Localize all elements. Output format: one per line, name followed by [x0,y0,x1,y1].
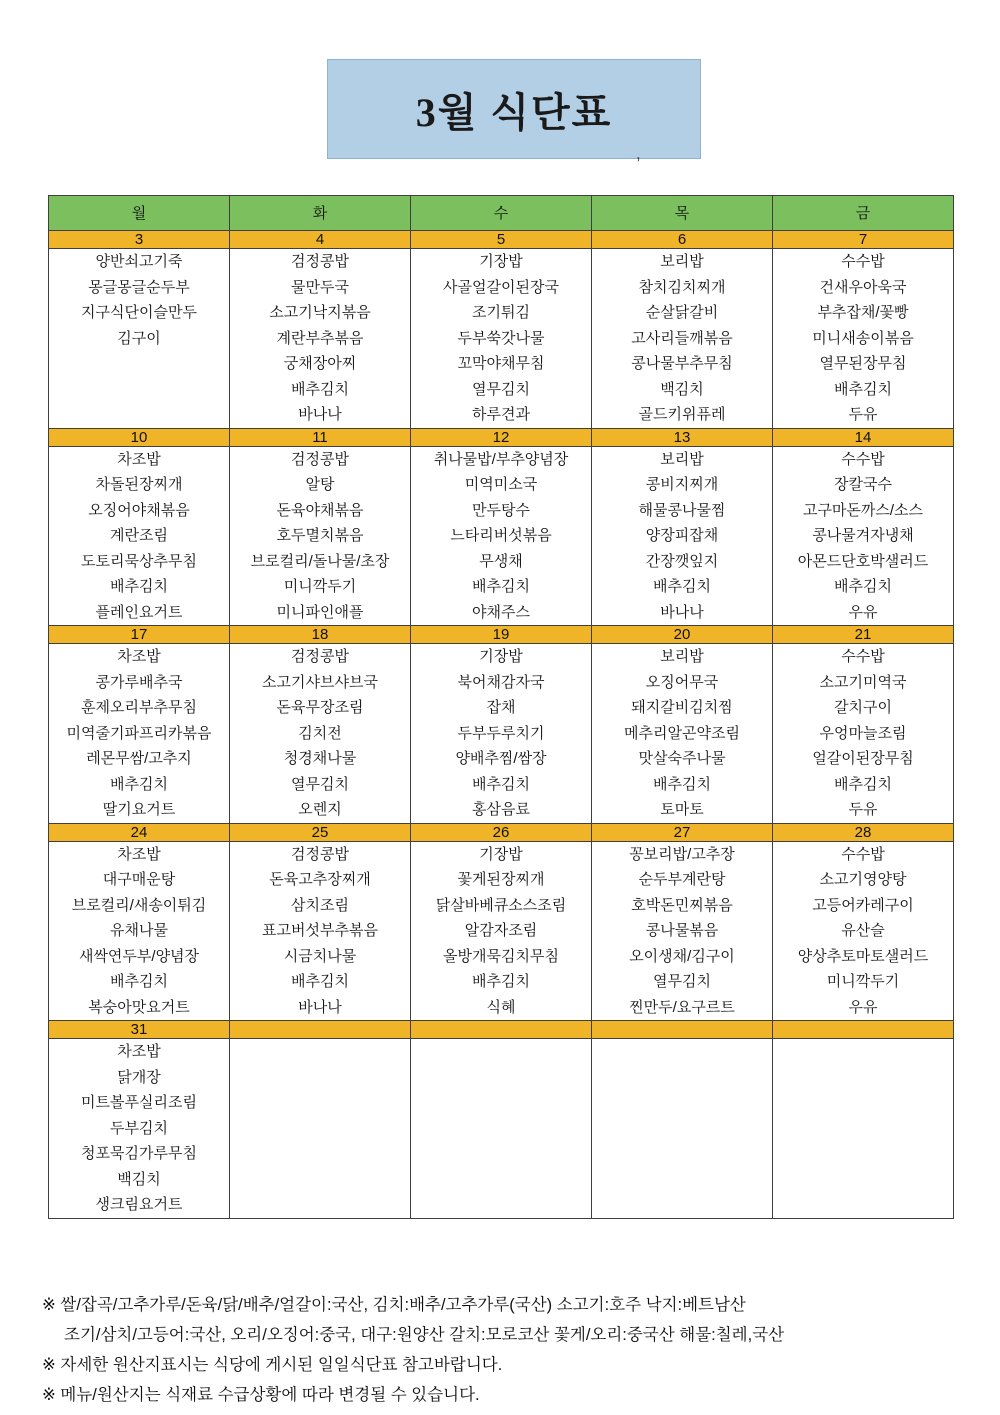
menu-cell [592,841,773,1021]
menu-item: 우유 [848,998,878,1016]
menu-item: 배추김치 [834,578,892,595]
menu-cell [230,841,411,1021]
menu-item: 소고기미역국 [819,673,907,691]
menu-item: 검정콩밥 [291,450,349,468]
date-cell-19: 19 [411,626,592,644]
menu-item: 수수밥 [841,648,885,665]
menu-item: 양배추찜/쌈장 [455,750,547,767]
table-header-row [49,196,954,231]
menu-item: 장칼국수 [834,476,892,493]
menu-item: 훈제오리부추무침 [81,699,197,716]
date-cell-10: 10 [49,428,230,446]
menu-item: 김치전 [298,724,342,742]
menu-item: 브로컬리/돌나물/초장 [250,552,390,570]
menu-item: 식혜 [486,998,516,1016]
menu-item: 배추김치 [653,775,711,793]
menu-row [49,1039,954,1219]
menu-item: 순살닭갈비 [645,304,719,321]
menu-item: 우엉마늘조림 [819,724,907,742]
menu-cell [773,644,954,824]
menu-item: 궁채장아찌 [283,355,357,372]
menu-item: 시금치나물 [283,947,357,965]
menu-cell [230,446,411,626]
menu-item: 차조밥 [117,845,161,863]
menu-item: 바나나 [660,603,704,621]
menu-item: 꼬막야채무침 [457,355,545,372]
menu-item: 배추김치 [110,578,168,595]
menu-item: 오이생채/김구이 [629,947,735,965]
menu-row [49,841,954,1021]
footnote-3: ※ 자세한 원산지표시는 식당에 게시된 일일식단표 참고바랍니다. [42,1356,503,1374]
date-cell-empty [773,1021,954,1039]
menu-item: 꽃게된장찌개 [457,871,545,888]
menu-item: 소고기샤브샤브국 [262,673,378,691]
date-cell-empty [411,1021,592,1039]
menu-item: 두유 [848,406,878,423]
date-cell-3: 3 [49,231,230,249]
menu-item: 두부김치 [110,1119,168,1137]
menu-item: 차조밥 [117,648,161,665]
menu-row [49,249,954,429]
menu-item: 보리밥 [660,648,704,665]
menu-item: 사골얼갈이된장국 [443,278,559,296]
menu-cell [592,249,773,429]
menu-item: 골드키위퓨레 [638,406,726,423]
menu-item: 돼지갈비김치찜 [631,699,733,716]
menu-item: 수수밥 [841,845,885,863]
menu-item: 양반쇠고기죽 [95,253,183,270]
menu-item: 배추김치 [110,775,168,793]
menu-item: 돈육야채볶음 [276,501,364,519]
monthly-menu-table [48,195,954,1219]
menu-item: 배추김치 [472,578,530,595]
footnote-2: 조기/삼치/고등어:국산, 오리/오징어:중국, 대구:원양산 갈치:모로코산 꽃게/오리:중국산 해물:칠레,국산 [64,1326,785,1344]
menu-item: 찐만두/요구르트 [629,998,735,1016]
menu-item: 메추리알곤약조림 [624,724,740,742]
menu-item: 두부두루치기 [457,724,545,742]
menu-cell-empty [230,1039,411,1219]
menu-row [49,446,954,626]
menu-cell [773,841,954,1021]
menu-cell [49,644,230,824]
menu-item: 바나나 [298,998,342,1016]
menu-item: 플레인요거트 [95,603,183,621]
menu-item: 배추김치 [291,380,349,398]
menu-item: 야채주스 [472,603,530,621]
menu-item: 꽁보리밥/고추장 [629,845,735,863]
menu-cell-empty [592,1039,773,1219]
menu-item: 콩나물겨자냉채 [812,527,914,544]
menu-cell-empty [411,1039,592,1219]
menu-item: 콩나물볶음 [645,922,719,939]
menu-item: 고등어카레구이 [812,896,914,914]
stray-pen-mark: , [636,144,641,163]
date-row [49,1021,954,1039]
menu-item: 미역줄기파프리카볶음 [66,724,212,742]
menu-item: 레몬무쌈/고추지 [86,750,192,767]
date-cell-27: 27 [592,823,773,841]
menu-cell [411,249,592,429]
menu-item: 물만두국 [291,278,349,296]
menu-item: 하루견과 [472,406,530,423]
footnotes [42,1290,972,1410]
menu-item: 기장밥 [479,648,523,665]
date-cell-6: 6 [592,231,773,249]
date-cell-20: 20 [592,626,773,644]
menu-item: 만두탕수 [472,501,530,519]
footnote-4: ※ 메뉴/원산지는 식재료 수급상황에 따라 변경될 수 있습니다. [42,1386,480,1404]
menu-item: 청포묵김가루무침 [81,1145,197,1162]
menu-item: 닭살바베큐소스조림 [435,896,567,914]
menu-item: 계란부추볶음 [276,329,364,347]
menu-item: 미니새송이볶음 [812,329,914,347]
menu-item: 생크림요거트 [95,1196,183,1213]
menu-item: 수수밥 [841,253,885,270]
menu-item: 콩나물부추무침 [631,355,733,372]
menu-cell [773,446,954,626]
menu-item: 북어채감자국 [457,673,545,691]
menu-item: 표고버섯부추볶음 [262,922,378,939]
menu-item: 배추김치 [110,973,168,990]
menu-item: 검정콩밥 [291,845,349,863]
menu-item: 새싹연두부/양념장 [78,947,200,965]
menu-item: 올방개묵김치무침 [443,947,559,965]
date-cell-21: 21 [773,626,954,644]
menu-item: 배추김치 [472,973,530,990]
date-cell-31: 31 [49,1021,230,1039]
date-cell-26: 26 [411,823,592,841]
menu-item: 배추김치 [834,380,892,398]
menu-item: 콩비지찌개 [645,476,719,493]
menu-item: 돈육무장조림 [276,699,364,716]
menu-item: 열무된장무침 [819,355,907,372]
date-cell-empty [592,1021,773,1039]
page-title: 3월 식단표 [415,89,613,135]
menu-item: 고구마돈까스/소스 [802,501,924,519]
menu-item: 맛살숙주나물 [638,750,726,767]
date-cell-17: 17 [49,626,230,644]
date-cell-7: 7 [773,231,954,249]
menu-item: 건새우아욱국 [819,278,907,296]
weekday-header-2: 수 [411,196,592,231]
date-row [49,626,954,644]
date-cell-12: 12 [411,428,592,446]
menu-cell [411,841,592,1021]
menu-item: 열무김치 [653,973,711,990]
document-title-box [327,59,701,159]
date-cell-14: 14 [773,428,954,446]
weekday-header-0: 월 [49,196,230,231]
menu-cell [230,644,411,824]
date-cell-24: 24 [49,823,230,841]
menu-item: 삼치조림 [291,896,349,914]
menu-item: 기장밥 [479,845,523,863]
menu-item: 청경채나물 [283,750,357,767]
menu-item: 지구식단이슬만두 [81,304,197,321]
menu-item: 바나나 [298,406,342,423]
date-cell-13: 13 [592,428,773,446]
menu-item: 검정콩밥 [291,253,349,270]
menu-item: 차조밥 [117,1043,161,1060]
menu-item: 호두멸치볶음 [276,527,364,544]
weekday-header-4: 금 [773,196,954,231]
menu-item: 기장밥 [479,253,523,270]
menu-cell [773,249,954,429]
weekday-header-3: 목 [592,196,773,231]
menu-item: 열무김치 [472,380,530,398]
menu-item: 미니깍두기 [826,973,900,990]
date-row [49,428,954,446]
menu-item: 양상추토마토샐러드 [797,947,929,965]
menu-cell [49,446,230,626]
menu-item: 참치김치찌개 [638,278,726,296]
menu-item: 계란조림 [110,527,168,544]
menu-item: 미트볼푸실리조림 [81,1094,197,1111]
date-cell-28: 28 [773,823,954,841]
menu-item: 유채나물 [110,922,168,939]
menu-item: 몽글몽글순두부 [88,278,190,296]
date-row [49,823,954,841]
menu-cell [49,1039,230,1219]
menu-item: 유산슬 [841,922,885,939]
menu-cell [411,446,592,626]
menu-item: 보리밥 [660,450,704,468]
menu-item: 배추김치 [653,578,711,595]
menu-item: 백김치 [117,1170,161,1188]
menu-cell [592,644,773,824]
menu-item: 오징어야채볶음 [88,501,190,519]
menu-item: 호박돈민찌볶음 [631,896,733,914]
menu-item: 양장피잡채 [645,527,719,544]
menu-cell-empty [773,1039,954,1219]
menu-cell [49,841,230,1021]
menu-item: 부추잡채/꽃빵 [817,304,909,321]
menu-item: 배추김치 [834,775,892,793]
menu-item: 배추김치 [472,775,530,793]
menu-item: 오징어무국 [645,673,719,691]
menu-item: 열무김치 [291,775,349,793]
menu-item: 순두부계란탕 [638,871,726,888]
menu-item: 알탕 [305,476,335,493]
menu-item: 차조밥 [117,450,161,468]
date-cell-empty [230,1021,411,1039]
menu-item: 해물콩나물찜 [638,501,726,519]
menu-item: 취나물밥/부추양념장 [433,450,569,468]
menu-item: 조기튀김 [472,304,530,321]
menu-item: 미역미소국 [464,476,538,493]
menu-item: 미니파인애플 [276,603,364,621]
menu-cell [49,249,230,429]
menu-item: 두부쑥갓나물 [457,329,545,347]
menu-row [49,644,954,824]
menu-item: 대구매운탕 [102,871,176,888]
menu-item: 소고기영양탕 [819,871,907,888]
date-cell-4: 4 [230,231,411,249]
menu-item: 보리밥 [660,253,704,270]
weekday-header-1: 화 [230,196,411,231]
footnote-1: ※ 쌀/잡곡/고추가루/돈육/닭/배추/얼갈이:국산, 김치:배추/고추가루(국산) 소고기:호주 낙지:베트남산 [42,1296,746,1314]
menu-item: 수수밥 [841,450,885,468]
date-row [49,231,954,249]
menu-item: 닭개장 [117,1068,161,1086]
date-cell-11: 11 [230,428,411,446]
menu-item: 오렌지 [298,801,342,818]
menu-item: 토마토 [660,801,704,818]
menu-item: 복숭아맛요거트 [88,998,190,1016]
menu-item: 잡채 [486,699,516,716]
menu-item: 두유 [848,801,878,818]
menu-item: 돈육고추장찌개 [269,871,371,888]
menu-item: 우유 [848,603,878,621]
menu-item: 홍삼음료 [472,801,530,818]
date-cell-25: 25 [230,823,411,841]
menu-item: 알감자조림 [464,922,538,939]
menu-item: 아몬드단호박샐러드 [797,552,929,570]
menu-item: 미니깍두기 [283,578,357,595]
menu-item: 고사리들깨볶음 [631,329,733,347]
menu-item: 소고기낙지볶음 [269,304,371,321]
menu-item: 김구이 [117,329,161,347]
menu-cell [230,249,411,429]
menu-item: 백김치 [660,380,704,398]
menu-item: 얼갈이된장무침 [812,750,914,767]
menu-item: 간장깻잎지 [645,552,719,570]
menu-item: 배추김치 [291,973,349,990]
menu-item: 갈치구이 [834,699,892,716]
menu-cell [411,644,592,824]
menu-item: 차돌된장찌개 [95,476,183,493]
menu-item: 딸기요거트 [102,801,176,818]
menu-item: 브로컬리/새송이튀김 [71,896,207,914]
menu-item: 무생채 [479,552,523,570]
menu-cell [592,446,773,626]
menu-item: 검정콩밥 [291,648,349,665]
menu-item: 느타리버섯볶음 [450,527,552,544]
menu-item: 콩가루배추국 [95,673,183,691]
date-cell-5: 5 [411,231,592,249]
date-cell-18: 18 [230,626,411,644]
menu-item: 도토리묵상추무침 [81,552,197,570]
